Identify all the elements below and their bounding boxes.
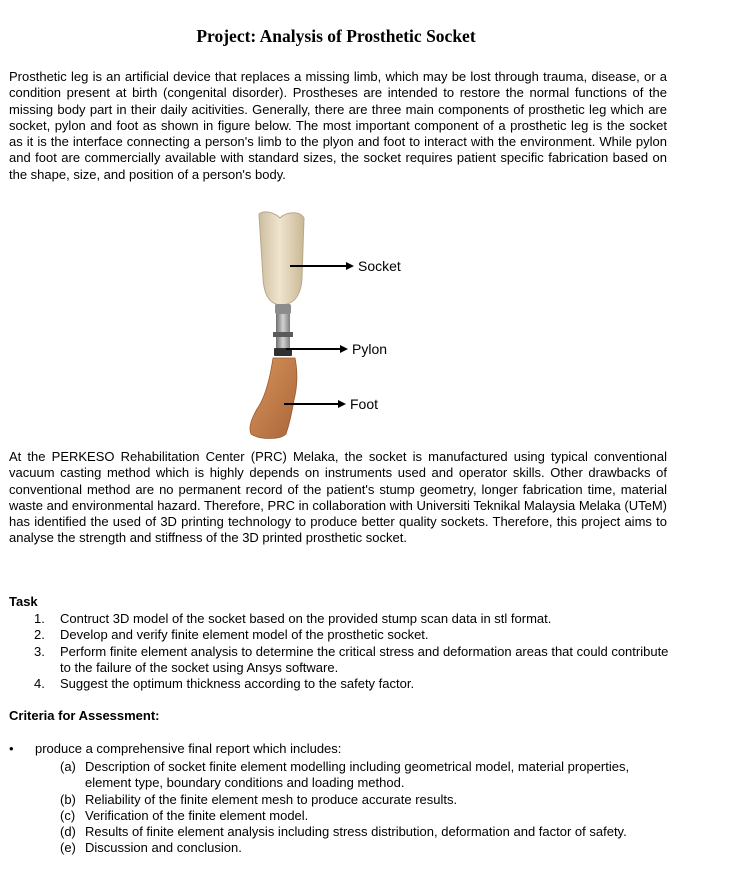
outro-paragraph: At the PERKESO Rehabilitation Center (PRC) Melaka, the socket is manufactured using typical conventional vacuum casting method which is highly depends on instruments used and operator skills. Other drawbacks of conventional method are no permanent record of the patient's stump geometry, longer fabrication time, material waste and environmental hazard. Therefore, PRC in collaboration with Universiti Teknikal Malaysia Melaka (UTeM) has identified the used of 3D printing technology to produce better quality sockets. Therefore, this project aims to analyse the strength and stiffness of the 3D printed prosthetic socket. [9, 449, 667, 546]
task-item [32, 644, 672, 677]
pylon-clamp [273, 332, 293, 337]
page-title: Project: Analysis of Prosthetic Socket [196, 26, 476, 46]
task-list [32, 611, 672, 692]
bullet-text: produce a comprehensive final report which includes: [35, 741, 342, 756]
criteria-label: (a) [60, 759, 76, 774]
task-item [32, 611, 672, 627]
criteria-label: (d) [60, 824, 76, 840]
socket-shape [259, 212, 304, 305]
criteria-text: Discussion and conclusion. [85, 840, 242, 856]
socket-adapter [275, 304, 291, 314]
task-text: Perform finite element analysis to determine the critical stress and deformation areas that could contribute to the failure of the socket using Ansys software. [60, 643, 669, 675]
intro-paragraph: Prosthetic leg is an artificial device that replaces a missing limb, which may be lost through trauma, disease, or a condition present at birth (congenital disorder). Prostheses are intended to restore the normal functions of the missing body part in their daily acitivities. Generally, there are three main components of prosthetic leg which are socket, pylon and foot as shown in figure below. The most important component of a prosthetic leg is the socket as it is the interface connecting a person's limb to the plyon and foot to interact with the environment. While pylon and foot are commercially available with standard sizes, the socket requires patient specific fabrication based on the shape, size, and position of a person's body. [9, 69, 667, 182]
criteria-item [60, 792, 640, 808]
task-text: Develop and verify finite element model of the prosthetic socket. [60, 627, 429, 643]
task-heading: Task [9, 594, 38, 609]
foot-label: Foot [350, 396, 379, 412]
task-text: Suggest the optimum thickness according to the safety factor. [60, 676, 415, 692]
task-text: Contruct 3D model of the socket based on the provided stump scan data in stl format. [60, 611, 552, 626]
criteria-item [60, 824, 640, 840]
criteria-item [60, 840, 640, 856]
criteria-label: (b) [60, 791, 76, 807]
criteria-text: Results of finite element analysis including stress distribution, deformation and factor of safety. [85, 824, 627, 840]
foot-shape [250, 358, 297, 439]
pylon-label: Pylon [352, 341, 388, 357]
task-item [32, 627, 672, 643]
criteria-text: Reliability of the finite element mesh to produce accurate results. [85, 791, 458, 807]
bullet-dot: • [9, 741, 14, 756]
criteria-item [60, 808, 640, 824]
pylon-arrowhead [340, 345, 348, 353]
task-number: 3. [34, 643, 45, 659]
prosthetic-leg-diagram [240, 208, 440, 444]
task-number: 4. [34, 676, 45, 692]
socket-arrowhead [346, 262, 354, 270]
socket-label: Socket [358, 258, 401, 274]
task-number: 2. [34, 627, 45, 643]
prosthetic-leg-figure [240, 208, 440, 444]
criteria-text: Verification of the finite element model. [85, 807, 309, 823]
criteria-label: (c) [60, 807, 76, 823]
criteria-list [60, 759, 640, 857]
criteria-label: (e) [60, 840, 76, 856]
task-item [32, 676, 672, 692]
criteria-heading: Criteria for Assessment: [9, 708, 160, 723]
criteria-text: Description of socket finite element modelling including geometrical model, material properties, element type, boundary conditions and loading method. [85, 759, 630, 791]
criteria-item [60, 759, 640, 792]
task-number: 1. [34, 611, 45, 626]
foot-arrowhead [338, 400, 346, 408]
